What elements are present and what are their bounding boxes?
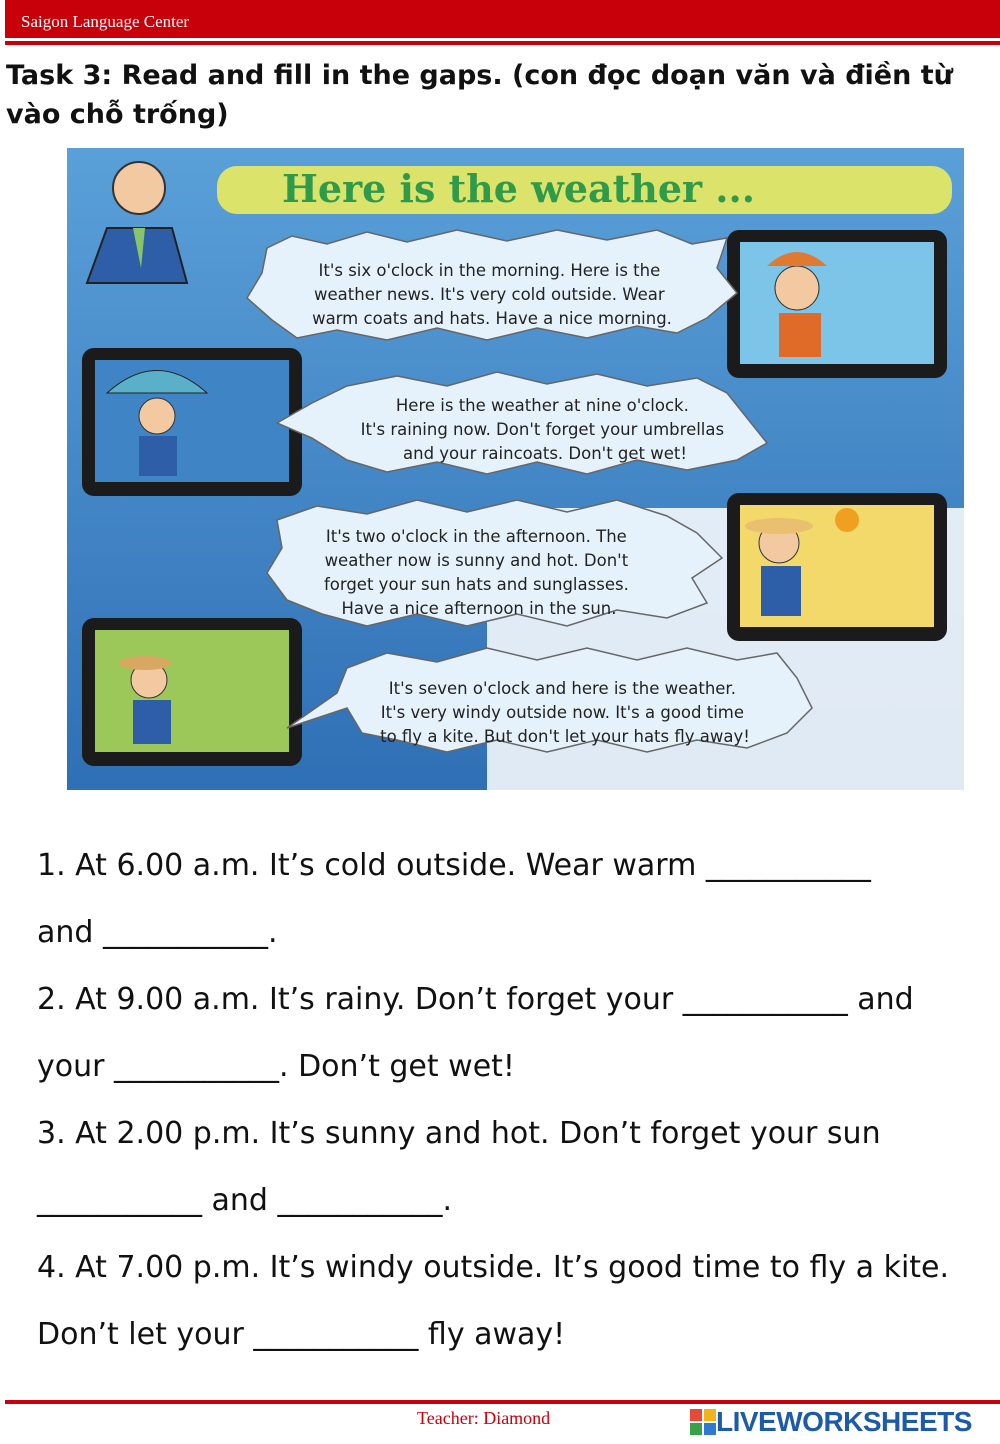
task-title: Task 3: Read and fill in the gaps. (con đọc doạn văn và điền từ vào chỗ trống) <box>6 60 953 130</box>
question-4-line-2: Don’t let your ___________ fly away! <box>37 1317 566 1352</box>
teacher-name: Teacher: Diamond <box>417 1408 551 1428</box>
tv-sunny <box>727 493 947 641</box>
illustration-heading: Here is the weather ... <box>282 166 755 211</box>
bubble3-line1: It's two o'clock in the afternoon. The <box>325 527 627 546</box>
bubble3-line4: Have a nice afternoon in the sun. <box>341 599 617 618</box>
bubble3-line2: weather now is sunny and hot. Don't <box>324 551 629 570</box>
question-4-line-1: 4. At 7.00 p.m. It’s windy outside. It’s good time to fly a kite. <box>37 1250 950 1285</box>
questions-list <box>37 832 977 1368</box>
bubble4-line2: It's very windy outside now. It's a good time <box>380 703 745 722</box>
svg-text:Here is the weather at nine o' <box>361 396 730 463</box>
bubble1-line3: warm coats and hats. Have a nice morning. <box>312 309 672 328</box>
header-bar <box>5 0 1000 38</box>
bubble2-line1: Here is the weather at nine o'clock. <box>395 396 689 415</box>
center-name: Saigon Language Center <box>21 12 190 31</box>
question-3-line-1: 3. At 2.00 p.m. It’s sunny and hot. Don’t forget your sun <box>37 1116 881 1151</box>
bubble1-line1: It's six o'clock in the morning. Here is the <box>318 261 661 280</box>
tv-cold <box>727 230 947 378</box>
question-1-line-2: and ___________. <box>37 915 278 950</box>
bubble2-line2: It's raining now. Don't forget your umbrellas <box>360 420 725 439</box>
speech-bubble-1 <box>247 230 737 340</box>
bubble2-line3: and your raincoats. Don't get wet! <box>403 444 687 463</box>
speech-bubble-2 <box>277 372 767 474</box>
tv-rain <box>82 348 302 496</box>
question-2-line-1: 2. At 9.00 a.m. It’s rainy. Don’t forget your ___________ and <box>37 982 914 1017</box>
bubble3-line3: forget your sun hats and sunglasses. <box>323 575 629 594</box>
svg-text:It's seven o'clock and here is <box>380 679 750 746</box>
weather-illustration <box>67 148 964 790</box>
question-3-line-2: ___________ and ___________. <box>37 1183 453 1218</box>
bubble1-line2: weather news. It's very cold outside. Wear <box>314 285 665 304</box>
header-divider <box>5 41 1000 45</box>
question-2-line-2: your ___________. Don’t get wet! <box>37 1049 515 1084</box>
bubble4-line3: to fly a kite. But don't let your hats fly away! <box>380 727 750 746</box>
bubble4-line1: It's seven o'clock and here is the weather. <box>388 679 736 698</box>
tv-windy <box>82 618 302 766</box>
logo-icon <box>690 1409 716 1435</box>
speech-bubble-3 <box>267 500 722 626</box>
liveworksheets-logo[interactable] <box>690 1404 972 1440</box>
question-1-line-1: 1. At 6.00 a.m. It’s cold outside. Wear warm ___________ <box>37 848 871 883</box>
svg-text:It's six o'clock in the mornin <box>312 261 672 328</box>
logo-text: LIVEWORKSHEETS <box>716 1406 972 1437</box>
